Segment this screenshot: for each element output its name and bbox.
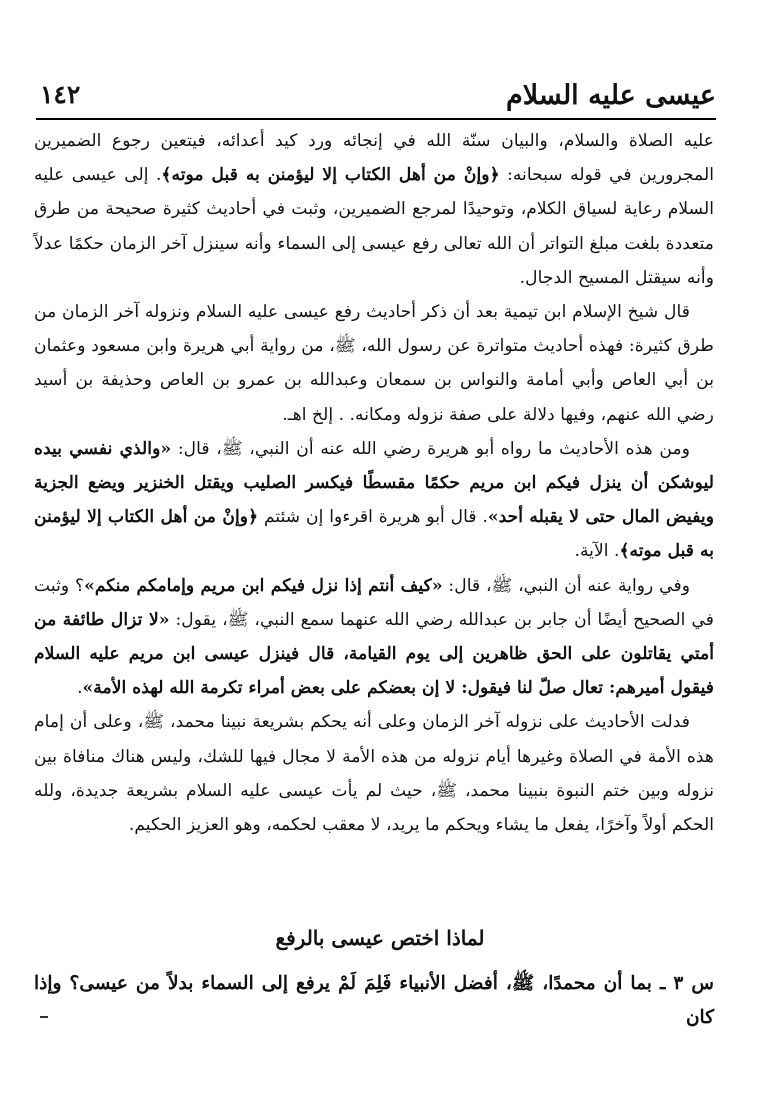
page-number: ١٤٢ [40, 80, 81, 109]
paragraph-text: ومن هذه الأحاديث ما رواه أبو هريرة رضي الله عنه أن النبي، ﷺ، قال: [171, 438, 690, 459]
quran-verse: ﴿وإنْ من أهل الكتاب إلا ليؤمنن به قبل موته﴾ [161, 165, 500, 186]
paragraph [34, 295, 714, 432]
question-text: س ٣ ـ بما أن محمدًا، ﷺ، أفضل الأنبياء فَلِمَ لَمْ يرفع إلى السماء بدلاً من عيسى؟ وإذا كان [34, 973, 714, 1028]
running-title: عيسى عليه السلام [506, 80, 716, 111]
page-body [34, 124, 714, 842]
paragraph [34, 432, 714, 569]
paragraph-text: فدلت الأحاديث على نزوله آخر الزمان وعلى أنه يحكم بشريعة نبينا محمد، ﷺ، وعلى أن إمام هذه الأمة في الصلاة وغيرها أيام نزوله من هذه الأمة لا مجال فيها للشك، وليس هناك منافاة بين نزوله وبين ختم النبوة بنبينا محمد، ﷺ، حيث لم يأت عيسى عليه السلام بشريعة جديدة، ولله الحكم أولاً وآخرًا، يفعل ما يشاء ويحكم ما يريد، لا معقب لحكمه، وهو العزيز الحكيم. [34, 712, 714, 836]
quran-verse: ﴿وإنْ من أهل الكتاب إلا ليؤمنن به قبل موته﴾ [34, 507, 714, 562]
paragraph-text: . إلى عيسى عليه السلام رعاية لسياق الكلام، وتوحيدًا لمرجع الضميرين، وثبت في أحاديث كثيرة صحيحة من طرق متعددة بلغت مبلغ التواتر أن الله تعالى رفع عيسى إلى السماء وأنه سينزل آخر الزمان حكمًا عدلاً وأنه سيقتل المسيح الدجال. [34, 165, 714, 288]
hadith-quote: «لا تزال طائفة من أمتي يقاتلون على الحق ظاهرين إلى يوم القيامة، قال فينزل عيسى ابن مريم عليه السلام فيقول أميرهم: تعال صلّ لنا فيقول: لا إن بعضكم على بعض أمراء تكرمة الله لهذه الأمة» [34, 609, 714, 699]
paragraph [34, 569, 714, 706]
paragraph-text: . الآية. [574, 541, 620, 562]
paragraph-text: . قال أبو هريرة اقرءوا إن شئتم [258, 507, 488, 528]
paragraph-text: . [77, 678, 83, 699]
footer-mark [40, 1016, 48, 1018]
paragraph [34, 705, 714, 842]
section-heading: لماذا اختص عيسى بالرفع [275, 926, 485, 950]
hadith-quote: «والذي نفسي بيده ليوشكن أن ينزل فيكم ابن مريم حكمًا مقسطًا فيكسر الصليب ويقتل الخنزير ويضع الجزية ويفيض المال حتى لا يقبله أحد» [34, 438, 714, 528]
paragraph-text: ؟ وثبت في الصحيح أيضًا أن جابر بن عبدالله رضي الله عنهما سمع النبي، ﷺ، يقول: [34, 575, 714, 630]
paragraph-text: قال شيخ الإسلام ابن تيمية بعد أن ذكر أحاديث رفع عيسى عليه السلام ونزوله آخر الزمان من طرق كثيرة: فهذه أحاديث متواترة عن رسول الله، ﷺ، من رواية أبي هريرة وابن مسعود وعثمان بن أبي العاص وأبي أمامة والنواس بن سمعان وعبدالله بن عمرو بن العاص وحذيفة بن أسيد رضي الله عنهم، وفيها دلالة على صفة نزوله ومكانه. . إلخ اهـ. [34, 302, 714, 425]
paragraph [34, 124, 714, 295]
page-header [36, 78, 716, 120]
paragraph-text: وفي رواية عنه أن النبي، ﷺ، قال: [442, 575, 690, 596]
paragraph-text: عليه الصلاة والسلام، والبيان سنّة الله في إنجائه ورد كيد أعدائه، فيتعين رجوع الضميرين المجرورين في قوله سبحانه: [34, 131, 715, 186]
hadith-quote: «كيف أنتم إذا نزل فيكم ابن مريم وإمامكم منكم» [84, 575, 443, 596]
